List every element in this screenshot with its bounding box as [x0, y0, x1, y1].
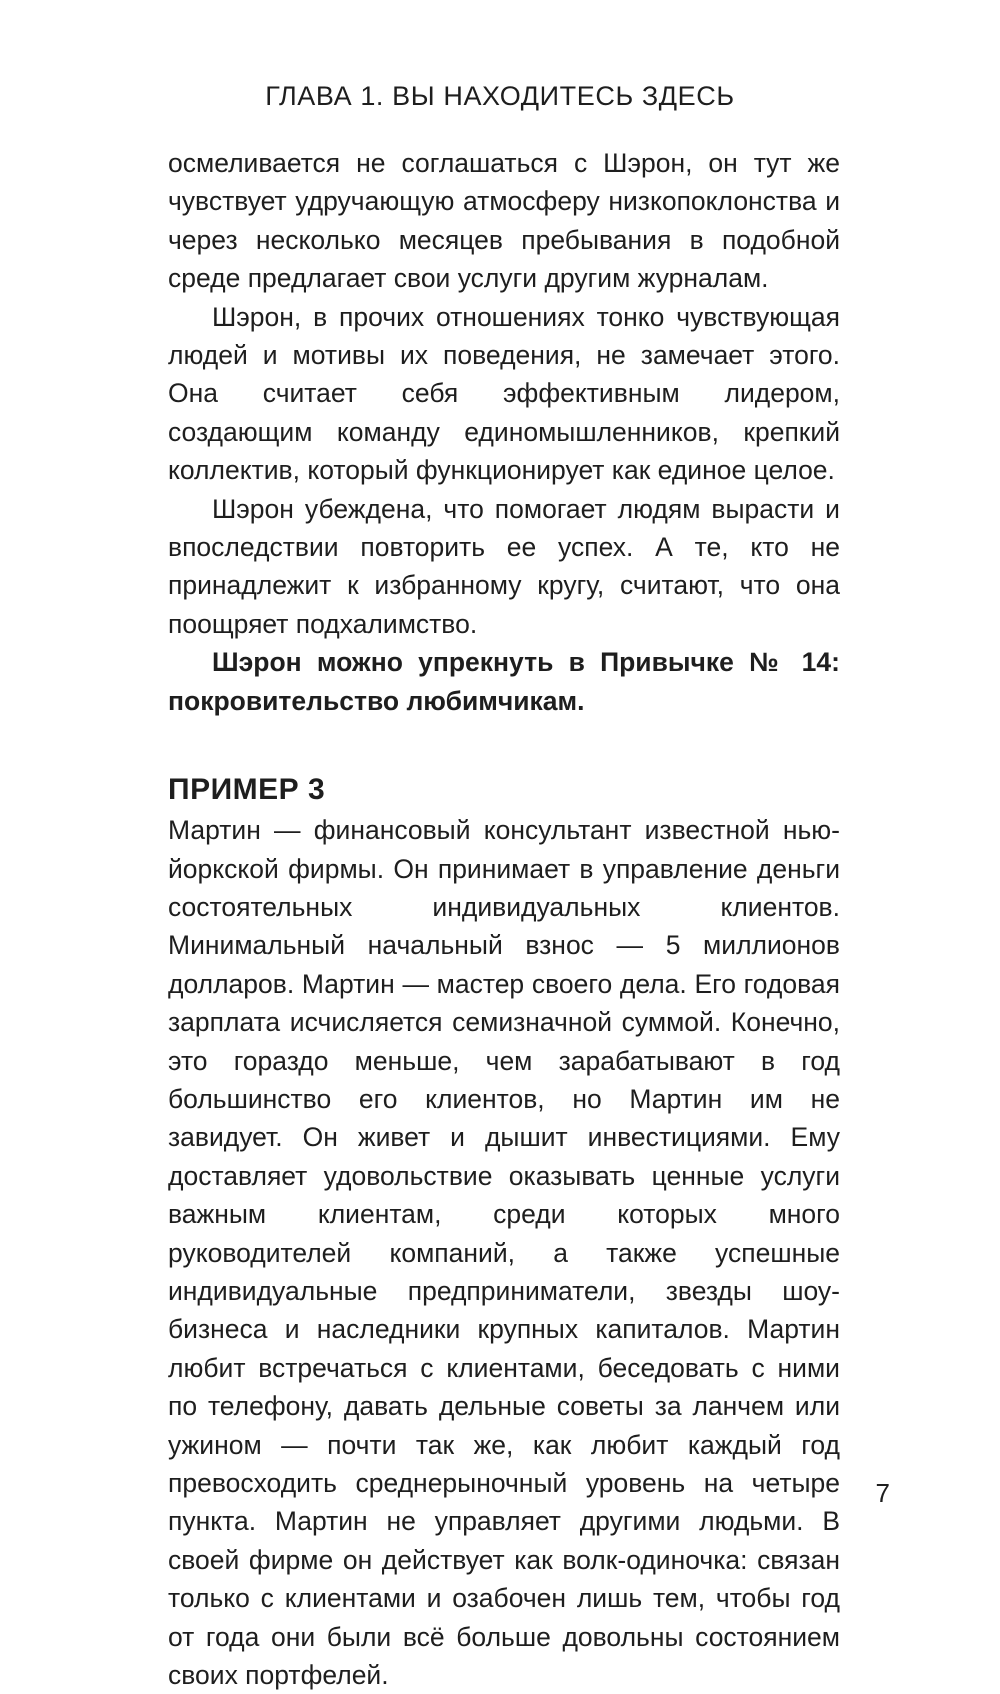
running-head: ГЛАВА 1. ВЫ НАХОДИТЕСЬ ЗДЕСЬ [265, 81, 735, 111]
page-number: 7 [875, 1478, 890, 1508]
paragraph-continued: осмеливается не соглашаться с Шэрон, он тут же чувствует удручающую атмосферу низкопоклонства и через несколько месяцев пребывания в подобной среде предлагает свои услуги другим журналам. [168, 148, 840, 294]
paragraph-habit-conclusion: Шэрон можно упрекнуть в Привычке № 14: покровительство любимчикам. [168, 647, 840, 716]
paragraph-example-martin: Мартин — финансовый консультант известной нью-йоркской фирмы. Он принимает в управление деньги состоятельных индивидуальных клиентов. Минимальный начальный взнос — 5 миллионов долларов. Мартин — мастер своего дела. Его годовая зарплата исчисляется семизначной суммой. Конечно, это гораздо меньше, чем зарабатывают в год большинство его клиентов, но Мартин им не завидует. Он живет и дышит инвестициями. Ему доставляет удовольствие оказывать ценные услуги важным клиентам, среди которых много руководителей компаний, а также успешные индивидуальные предприниматели, звезды шоу-бизнеса и наследники крупных капиталов. Мартин любит встречаться с клиентами, беседовать с ними по телефону, давать дельные советы за ланчем или ужином — почти так же, как любит каждый год превосходить среднерыночный уровень на четыре пункта. Мартин не управляет другими людьми. В своей фирме он действует как волк-одиночка: связан только с клиентами и озабочен лишь тем, чтобы год от года они были всё больше довольны состоянием своих портфелей. [168, 815, 840, 1691]
paragraph-sharon-belief: Шэрон убеждена, что помогает людям вырасти и впоследствии повторить ее успех. А те, кто не принадлежит к избранному кругу, считают, что она поощряет подхалимство. [168, 493, 840, 639]
page-body [168, 144, 840, 1694]
section-title: ПРИМЕР 3 [168, 773, 326, 807]
paragraph-sharon-perception: Шэрон, в прочих отношениях тонко чувствующая людей и мотивы их поведения, не замечает этого. Она считает себя эффективным лидером, создающим команду единомышленников, крепкий коллектив, который функционирует как единое целое. [168, 301, 840, 486]
